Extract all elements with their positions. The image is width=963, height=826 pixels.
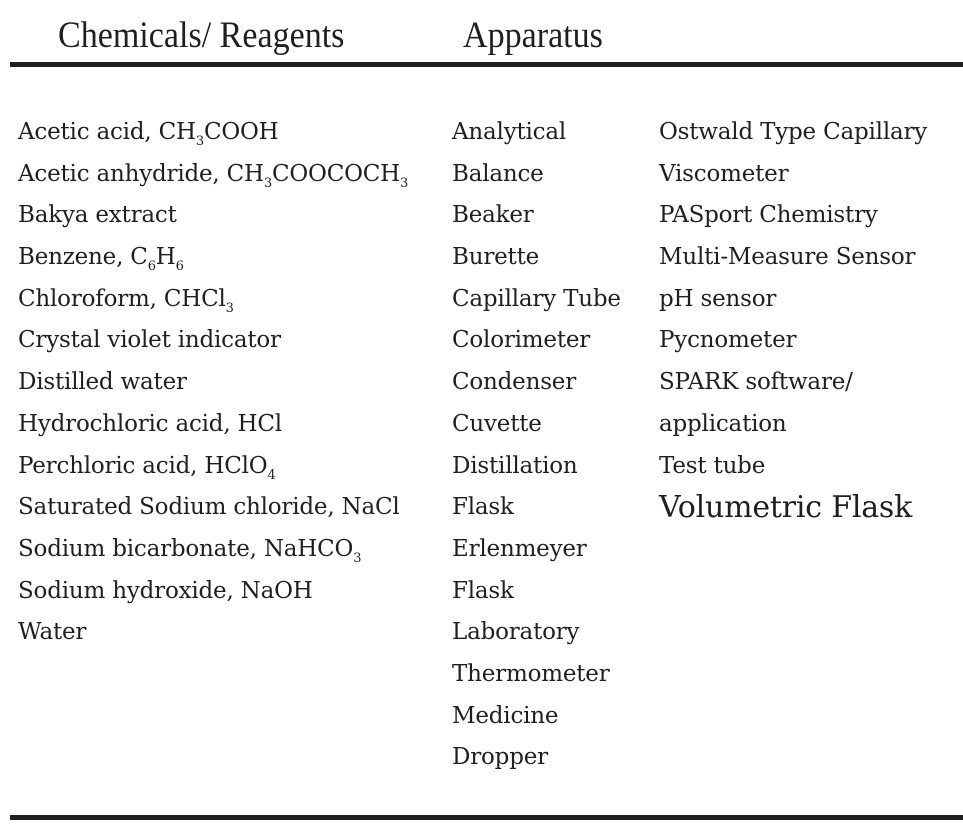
chemical-item [18, 279, 408, 321]
chemical-text: Water [18, 619, 87, 646]
chemical-item [18, 237, 408, 279]
chemical-item [18, 404, 408, 446]
subscript: 3 [225, 300, 234, 316]
chemical-item [18, 612, 408, 654]
chemical-text: Distilled water [18, 369, 187, 396]
chemical-text: Benzene, C [18, 244, 148, 271]
apparatus-item: Laboratory [452, 619, 580, 646]
chemical-text: Chloroform, CHCl [18, 285, 226, 312]
subscript: 6 [147, 259, 156, 275]
chemical-text: Sodium bicarbonate, NaHCO [18, 535, 354, 562]
apparatus-item: Colorimeter [452, 327, 591, 354]
apparatus-item: Ostwald Type Capillary [659, 119, 928, 145]
chemical-item [18, 112, 408, 154]
chemical-item [18, 320, 408, 362]
subscript: 3 [353, 550, 362, 566]
apparatus-item: Analytical [452, 119, 567, 145]
chemical-text: Bakya extract [18, 202, 177, 229]
chemical-text: Hydrochloric acid, HCl [18, 410, 282, 437]
chemical-item [18, 571, 408, 613]
apparatus-item: Flask [452, 577, 514, 604]
apparatus-item: Medicine [452, 702, 559, 729]
apparatus-item: Capillary Tube [452, 285, 621, 312]
apparatus-item: Viscometer [659, 160, 789, 187]
chemical-item [18, 487, 408, 529]
chemical-item [18, 154, 408, 196]
apparatus-item: application [659, 410, 787, 437]
chemical-text: COOCOCH [272, 160, 401, 187]
apparatus-item: Beaker [452, 202, 534, 229]
chemicals-column [18, 112, 408, 654]
chemical-item [18, 446, 408, 488]
subscript: 6 [175, 259, 184, 275]
chemical-text: COOH [203, 119, 279, 145]
apparatus-item: Multi-Measure Sensor [659, 244, 916, 271]
top-rule [10, 62, 963, 67]
apparatus-item: Dropper [452, 744, 548, 771]
chemical-text: Acetic anhydride, CH [18, 160, 264, 187]
apparatus-column-2 [659, 112, 927, 529]
chemical-text: Saturated Sodium chloride, NaCl [18, 494, 400, 521]
apparatus-item: SPARK software/ [659, 369, 853, 396]
chemical-item [18, 529, 408, 571]
subscript: 4 [267, 467, 276, 483]
apparatus-item: Flask [452, 494, 514, 521]
apparatus-item: PASport Chemistry [659, 202, 878, 229]
subscript: 3 [195, 134, 204, 149]
apparatus-item: Pycnometer [659, 327, 797, 354]
apparatus-column-1 [452, 112, 621, 779]
apparatus-item: Volumetric Flask [659, 490, 913, 526]
header-chemicals: Chemicals/ Reagents [58, 15, 345, 56]
header-apparatus: Apparatus [463, 15, 603, 56]
chemical-item [18, 362, 408, 404]
subscript: 3 [400, 175, 409, 191]
subscript: 3 [263, 175, 272, 191]
chemical-text: Crystal violet indicator [18, 327, 281, 354]
chemical-text: Acetic acid, CH [18, 119, 196, 145]
apparatus-item: Erlenmeyer [452, 535, 587, 562]
apparatus-item: Burette [452, 244, 540, 271]
apparatus-item: Test tube [659, 452, 766, 479]
chemical-text: Perchloric acid, HClO [18, 452, 268, 479]
apparatus-item: Balance [452, 160, 544, 187]
chemical-text: Sodium hydroxide, NaOH [18, 577, 313, 604]
apparatus-item: Condenser [452, 369, 577, 396]
bottom-rule [10, 815, 963, 820]
chemical-item [18, 195, 408, 237]
apparatus-item: Thermometer [452, 660, 610, 687]
apparatus-item: Distillation [452, 452, 578, 479]
apparatus-item: Cuvette [452, 410, 542, 437]
chemical-text: H [155, 244, 176, 271]
apparatus-item: pH sensor [659, 285, 777, 312]
